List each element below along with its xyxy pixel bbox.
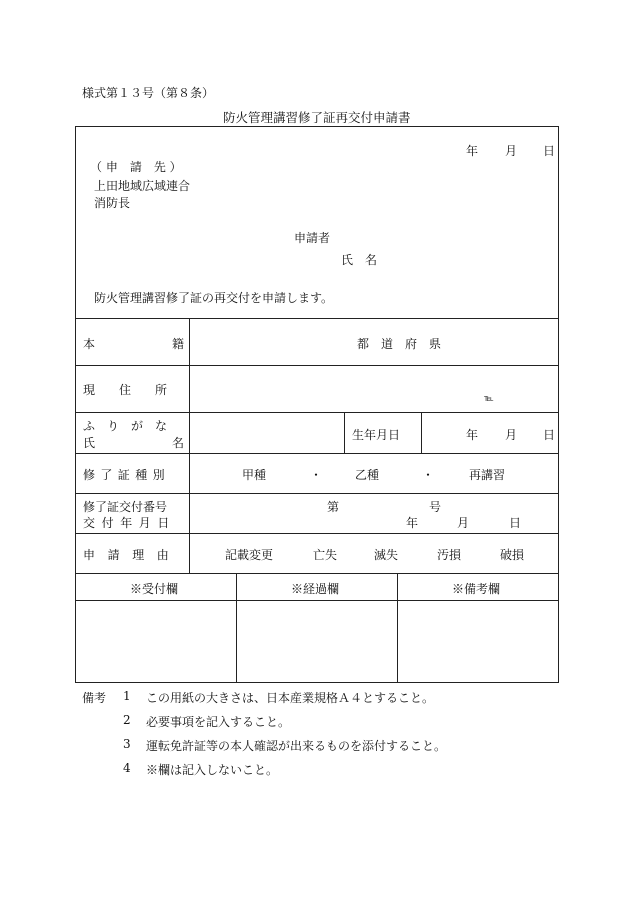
cert-type-label: 修了証種別	[83, 468, 171, 482]
cert-type-separator: ・	[310, 468, 323, 482]
date-month-label: 月	[505, 144, 518, 158]
prefecture-suffixes: 都 道 府 県	[357, 337, 442, 351]
cert-type-separator: ・	[422, 468, 435, 482]
divider	[75, 365, 559, 366]
note-number: 1	[123, 689, 131, 703]
birth-month-label: 月	[505, 428, 518, 442]
divider	[421, 412, 422, 453]
divider	[189, 318, 190, 573]
furigana-label: ふ り が な	[83, 419, 168, 433]
honseki-label-1: 本	[83, 337, 96, 351]
note-number: 2	[123, 713, 131, 727]
reason-label: 申請理由	[83, 548, 182, 562]
divider	[75, 453, 559, 454]
divider	[397, 573, 398, 683]
divider	[75, 318, 559, 319]
date-day-label: 日	[543, 144, 556, 158]
applicant-label: 申請者	[294, 231, 331, 245]
divider	[75, 600, 559, 601]
tel-label: ℡	[484, 394, 494, 404]
note-text: 必要事項を記入すること。	[146, 715, 291, 729]
notes-label: 備考	[82, 691, 107, 705]
recipient-title: 消防長	[94, 196, 131, 210]
reason-option: 破損	[500, 548, 525, 562]
birth-year-label: 年	[466, 428, 479, 442]
reason-option: 汚損	[437, 548, 462, 562]
reason-option: 記載変更	[225, 548, 274, 562]
note-number: 3	[123, 737, 131, 751]
note-number: 4	[123, 761, 131, 775]
reason-option: 亡失	[313, 548, 338, 562]
cert-number-go: 号	[429, 500, 442, 514]
cert-type-option: 甲種	[242, 468, 267, 482]
birth-date-label: 生年月日	[352, 428, 401, 442]
note-text: この用紙の大きさは、日本産業規格Ａ４とすること。	[146, 691, 435, 705]
divider	[236, 573, 237, 683]
form-number: 様式第１３号（第８条）	[82, 86, 215, 100]
cert-number-dai: 第	[327, 500, 340, 514]
progress-column-header: ※経過欄	[291, 582, 340, 596]
divider	[75, 493, 559, 494]
divider	[75, 573, 559, 574]
issue-day-label: 日	[509, 516, 522, 530]
cert-number-label: 修了証交付番号	[83, 500, 168, 514]
issue-date-label: 交付年月日	[83, 516, 177, 530]
issue-month-label: 月	[457, 516, 470, 530]
applicant-name-label: 氏 名	[341, 253, 378, 267]
date-year-label: 年	[466, 144, 479, 158]
divider	[75, 533, 559, 534]
name-label-2: 名	[172, 436, 185, 450]
cert-type-option: 再講習	[469, 468, 506, 482]
cert-type-option: 乙種	[355, 468, 380, 482]
divider	[344, 412, 345, 453]
name-label-1: 氏	[83, 436, 96, 450]
divider	[75, 412, 559, 413]
remarks-column-header: ※備考欄	[452, 582, 501, 596]
reason-option: 滅失	[374, 548, 399, 562]
note-text: ※欄は記入しないこと。	[146, 763, 279, 777]
reception-column-header: ※受付欄	[130, 582, 179, 596]
request-text: 防火管理講習修了証の再交付を申請します。	[94, 291, 334, 305]
form-title: 防火管理講習修了証再交付申請書	[223, 110, 411, 125]
address-label: 現 住 所	[83, 383, 168, 397]
honseki-label-2: 籍	[172, 337, 185, 351]
note-text: 運転免許証等の本人確認が出来るものを添付すること。	[146, 739, 447, 753]
issue-year-label: 年	[406, 516, 419, 530]
recipient-org: 上田地域広域連合	[94, 179, 191, 193]
recipient-label: （ 申 請 先 ）	[90, 160, 182, 174]
birth-day-label: 日	[543, 428, 556, 442]
